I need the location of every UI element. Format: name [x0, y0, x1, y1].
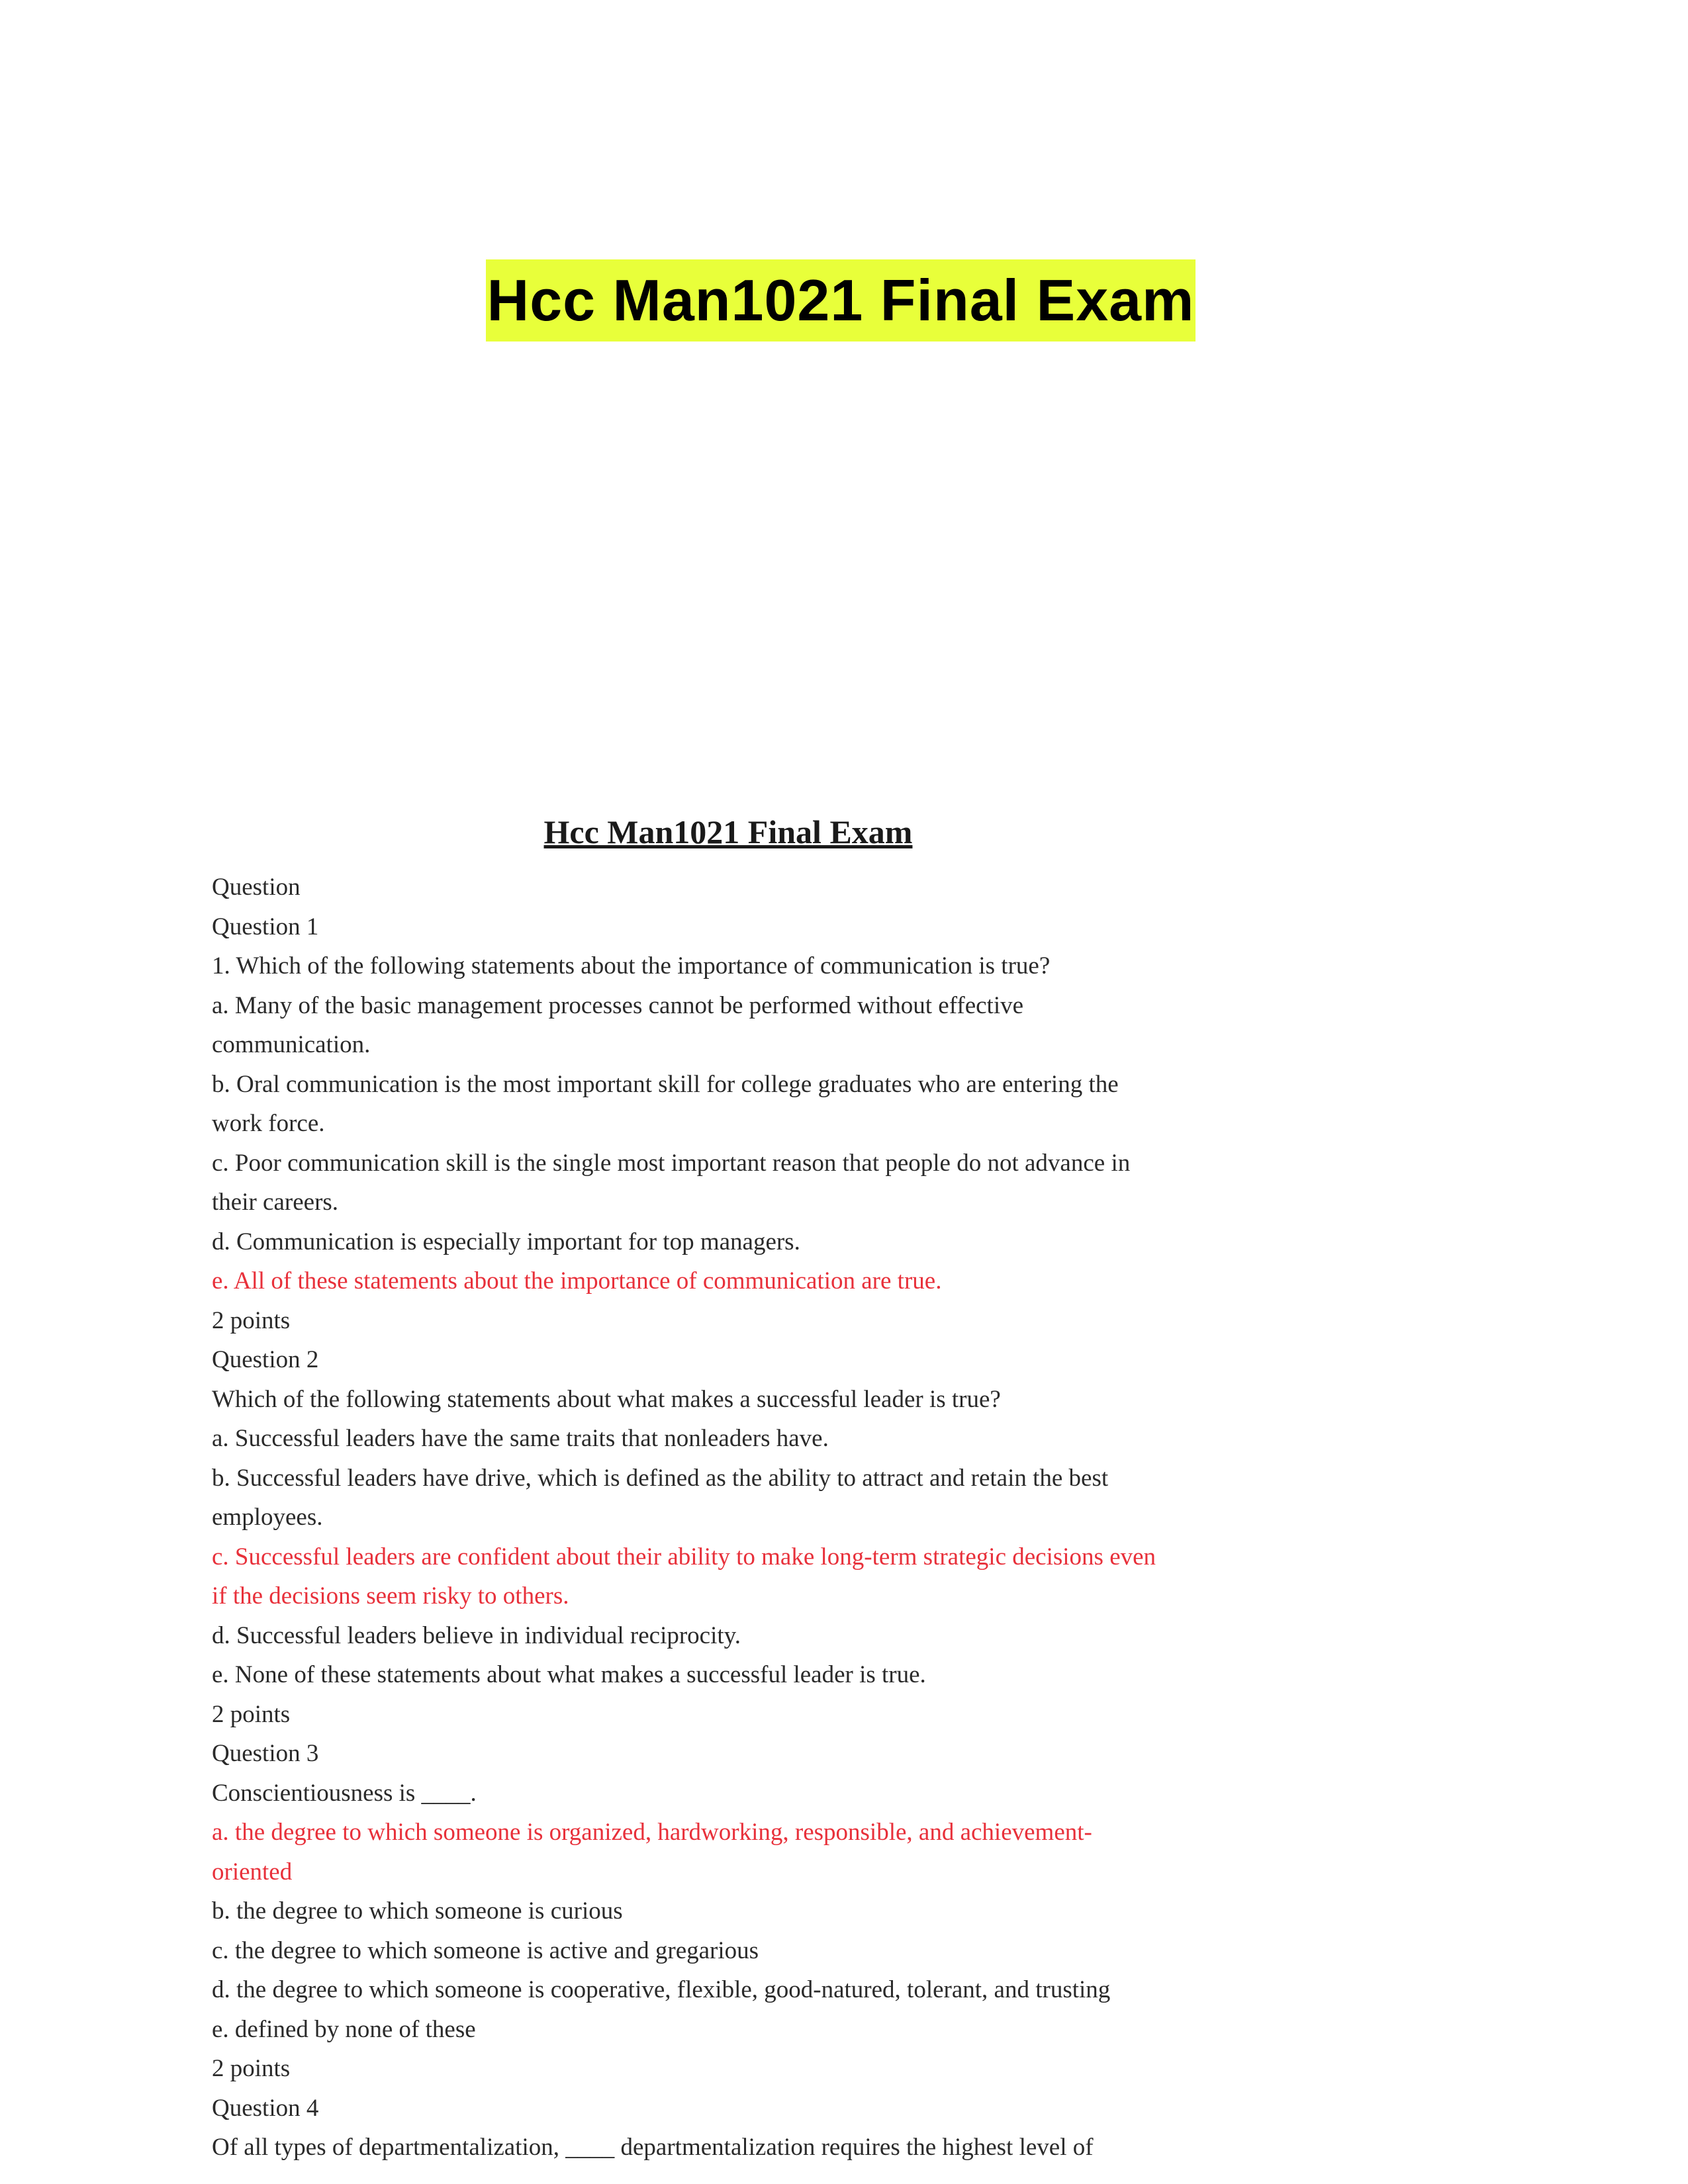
exam-text-line: d. Successful leaders believe in individual reciprocity.: [212, 1621, 741, 1649]
exam-text-line: Question: [212, 874, 301, 901]
exam-text-line: 2 points: [212, 1700, 291, 1728]
exam-text-line: Question 4: [212, 2094, 319, 2122]
exam-text-line: Conscientiousness is ____.: [212, 1779, 477, 1807]
exam-text-line: a. Many of the basic management processes cannot be performed without effective: [212, 991, 1024, 1019]
correct-answer-line: e. All of these statements about the importance of communication are true.: [212, 1267, 942, 1295]
correct-answer-line: a. the degree to which someone is organized, hardworking, responsible, and achievement-: [212, 1819, 1092, 1846]
correct-answer-line: if the decisions seem risky to others.: [212, 1582, 569, 1610]
exam-text-line: Of all types of departmentalization, ____ departmentalization requires the highest level of: [212, 2134, 1094, 2161]
exam-text-line: 2 points: [212, 1306, 291, 1334]
exam-text-line: e. None of these statements about what makes a successful leader is true.: [212, 1661, 926, 1688]
exam-text-line: Question 2: [212, 1346, 319, 1373]
exam-text-line: communication.: [212, 1031, 371, 1058]
exam-text-line: c. Poor communication skill is the single most important reason that people do not advance in: [212, 1149, 1131, 1177]
correct-answer-line: oriented: [212, 1858, 293, 1886]
exam-text-line: b. Successful leaders have drive, which is defined as the ability to attract and retain the best: [212, 1464, 1109, 1492]
exam-text-line: c. the degree to which someone is active and gregarious: [212, 1936, 759, 1964]
exam-text-line: 1. Which of the following statements about the importance of communication is true?: [212, 952, 1051, 979]
exam-text-line: b. the degree to which someone is curious: [212, 1897, 623, 1925]
exam-text-line: d. the degree to which someone is cooperative, flexible, good-natured, tolerant, and trusting: [212, 1976, 1111, 2003]
exam-text-line: Question 1: [212, 913, 319, 940]
exam-text-line: work force.: [212, 1110, 325, 1137]
title-banner: [486, 259, 1196, 341]
exam-text-line: their careers.: [212, 1189, 339, 1216]
exam-text-line: employees.: [212, 1504, 323, 1531]
correct-answer-line: c. Successful leaders are confident about their ability to make long-term strategic decisions even: [212, 1543, 1156, 1570]
exam-text-line: Question 3: [212, 1740, 319, 1767]
exam-text-line: d. Communication is especially important for top managers.: [212, 1228, 800, 1255]
exam-text-line: 2 points: [212, 2055, 291, 2082]
exam-text-line: Which of the following statements about what makes a successful leader is true?: [212, 1385, 1001, 1413]
exam-text-line: b. Oral communication is the most important skill for college graduates who are entering the: [212, 1070, 1119, 1098]
document-title: Hcc Man1021 Final Exam: [543, 813, 913, 850]
exam-text-line: e. defined by none of these: [212, 2015, 476, 2043]
exam-content: [212, 868, 1271, 2167]
exam-text-line: a. Successful leaders have the same traits that nonleaders have.: [212, 1425, 829, 1452]
banner-title: Hcc Man1021 Final Exam: [487, 267, 1195, 333]
